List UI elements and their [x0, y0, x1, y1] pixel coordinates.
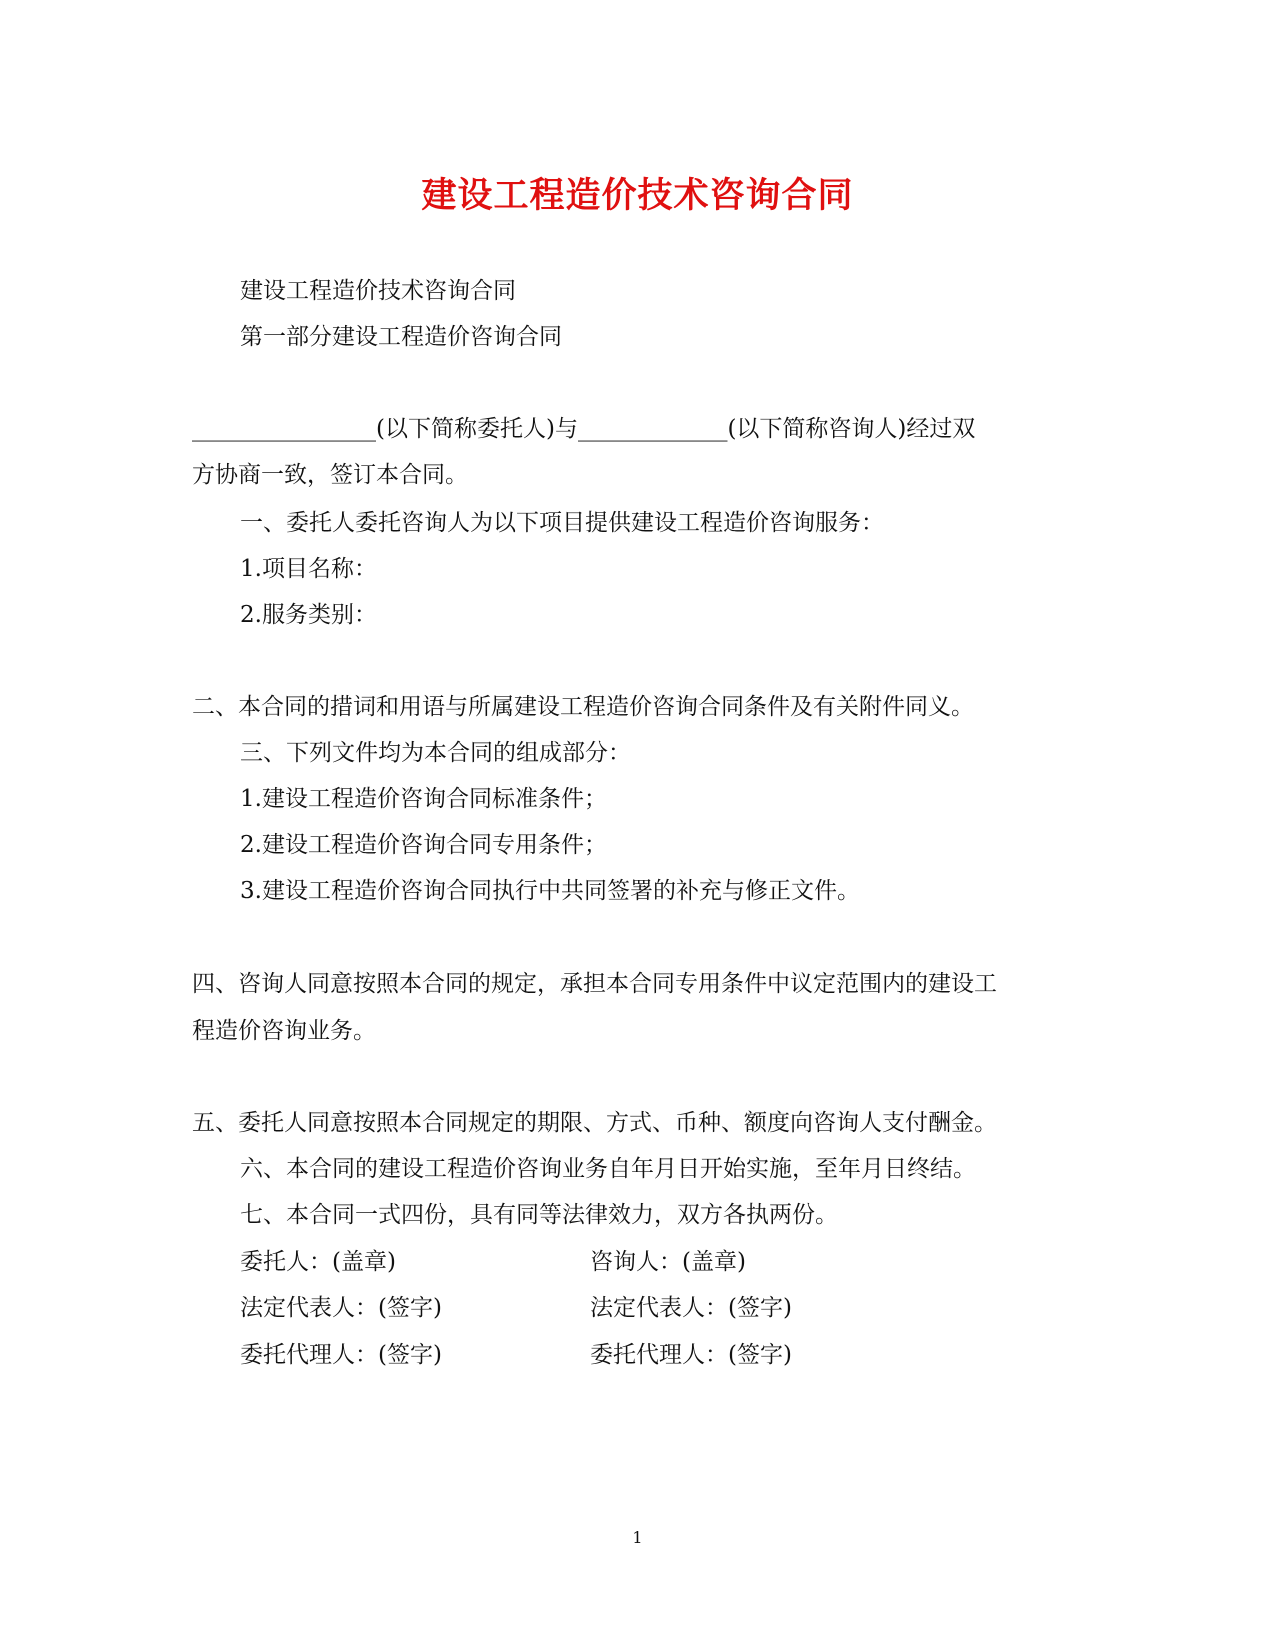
clause-3: 三、下列文件均为本合同的组成部分：: [240, 740, 631, 766]
clause-5: 五、委托人同意按照本合同规定的期限、方式、币种、额度向咨询人支付酬金。: [192, 1110, 997, 1136]
clause-3-item-3: 3.建设工程造价咨询合同执行中共同签署的补充与修正文件。: [240, 878, 860, 904]
clause-3-item-1: 1.建设工程造价咨询合同标准条件；: [240, 786, 607, 812]
signature-consultant-representative: 法定代表人：(签字): [590, 1295, 792, 1321]
page-number: 1: [632, 1528, 643, 1547]
clause-6: 六、本合同的建设工程造价咨询业务自年月日开始实施，至年月日终结。: [240, 1156, 976, 1182]
clause-7: 七、本合同一式四份，具有同等法律效力，双方各执两份。: [240, 1202, 838, 1228]
document-subtitle: 建设工程造价技术咨询合同: [240, 278, 516, 304]
document-title: 建设工程造价技术咨询合同: [421, 175, 854, 216]
intro-paragraph-line2: 方协商一致，签订本合同。: [192, 462, 468, 488]
clause-1: 一、委托人委托咨询人为以下项目提供建设工程造价咨询服务：: [240, 510, 884, 536]
clause-1-item-1: 1.项目名称：: [240, 556, 377, 582]
signature-client-agent: 委托代理人：(签字): [240, 1342, 442, 1368]
signature-consultant-agent: 委托代理人：(签字): [590, 1342, 792, 1368]
clause-2: 二、本合同的措词和用语与所属建设工程造价咨询合同条件及有关附件同义。: [192, 694, 974, 720]
part-heading: 第一部分建设工程造价咨询合同: [240, 324, 562, 350]
clause-4-line2: 程造价咨询业务。: [192, 1018, 376, 1044]
clause-4-line1: 四、咨询人同意按照本合同的规定，承担本合同专用条件中议定范围内的建设工: [192, 971, 997, 997]
signature-client-representative: 法定代表人：(签字): [240, 1295, 442, 1321]
intro-paragraph-line1: ________________(以下简称委托人)与_____________(以下简称咨询人)经过双: [192, 416, 976, 442]
clause-1-item-2: 2.服务类别：: [240, 602, 377, 628]
signature-consultant-seal: 咨询人：(盖章): [590, 1249, 746, 1275]
clause-3-item-2: 2.建设工程造价咨询合同专用条件；: [240, 832, 607, 858]
signature-client-seal: 委托人：(盖章): [240, 1249, 396, 1275]
